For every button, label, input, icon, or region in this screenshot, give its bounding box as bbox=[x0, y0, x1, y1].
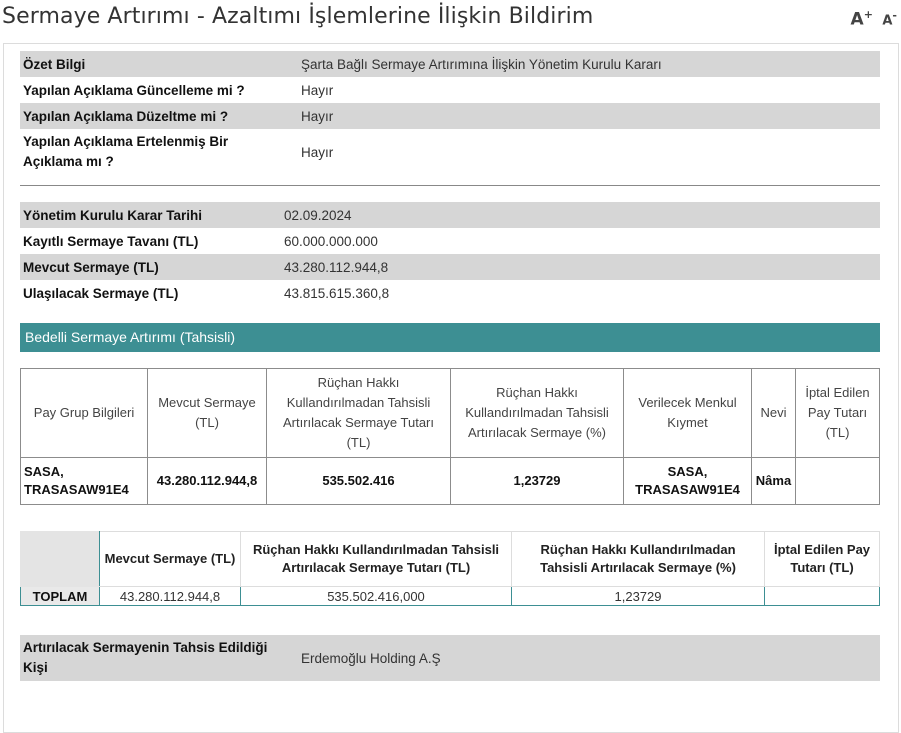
column-header: Mevcut Sermaye (TL) bbox=[148, 369, 267, 458]
detail-row bbox=[20, 280, 880, 306]
font-size-controls bbox=[851, 8, 897, 30]
allocation-value: Erdemoğlu Holding A.Ş bbox=[295, 635, 880, 681]
table-cell: 1,23729 bbox=[451, 458, 624, 505]
column-header: Rüçhan Hakkı Kullandırılmadan Tahsisli Artırılacak Sermaye (%) bbox=[512, 532, 765, 587]
detail-label: Kayıtlı Sermaye Tavanı (TL) bbox=[23, 233, 199, 249]
share-group-table bbox=[20, 368, 880, 505]
summary-value: Hayır bbox=[301, 82, 334, 98]
detail-label: Yönetim Kurulu Karar Tarihi bbox=[20, 202, 278, 228]
summary-label: Yapılan Açıklama Ertelenmiş Bir Açıklama mı ? bbox=[23, 134, 229, 169]
summary-row bbox=[20, 103, 880, 129]
increase-font-letter: A bbox=[850, 9, 864, 30]
column-header: İptal Edilen Pay Tutarı (TL) bbox=[765, 532, 880, 587]
table-cell bbox=[765, 587, 880, 606]
increase-font-sup: + bbox=[863, 8, 873, 21]
allocation-table bbox=[20, 635, 880, 681]
table-cell: 1,23729 bbox=[512, 587, 765, 606]
detail-label: Mevcut Sermaye (TL) bbox=[20, 254, 278, 280]
summary-row bbox=[20, 77, 880, 103]
details-table bbox=[20, 202, 880, 306]
table-cell: SASA, TRASASAW91E4 bbox=[21, 458, 148, 505]
column-header bbox=[21, 532, 100, 587]
detail-label: Ulaşılacak Sermaye (TL) bbox=[23, 285, 179, 301]
summary-value: Hayır bbox=[295, 103, 880, 129]
decrease-font-sup: - bbox=[892, 9, 897, 23]
table-cell: 43.280.112.944,8 bbox=[100, 587, 241, 606]
table-cell: Nâma bbox=[752, 458, 796, 505]
increase-font-button[interactable] bbox=[851, 8, 873, 30]
table-cell: 535.502.416,000 bbox=[241, 587, 512, 606]
detail-row bbox=[20, 254, 880, 280]
column-header: Mevcut Sermaye (TL) bbox=[100, 532, 241, 587]
summary-label: Yapılan Açıklama Düzeltme mi ? bbox=[20, 103, 295, 129]
allocation-label: Artırılacak Sermayenin Tahsis Edildiği Kişi bbox=[20, 635, 295, 681]
table-cell bbox=[796, 458, 880, 505]
detail-value: 60.000.000.000 bbox=[284, 233, 378, 249]
detail-value: 43.815.615.360,8 bbox=[284, 285, 390, 301]
page-title: Sermaye Artırımı - Azaltımı İşlemlerine İlişkin Bildirim bbox=[2, 4, 594, 29]
column-header: Nevi bbox=[752, 369, 796, 458]
column-header: Rüçhan Hakkı Kullandırılmadan Tahsisli Artırılacak Sermaye (%) bbox=[451, 369, 624, 458]
detail-value: 02.09.2024 bbox=[278, 202, 880, 228]
table-header-row bbox=[21, 532, 880, 587]
totals-table bbox=[20, 531, 880, 606]
summary-label: Yapılan Açıklama Güncelleme mi ? bbox=[23, 82, 245, 98]
table-cell: 535.502.416 bbox=[267, 458, 451, 505]
table-row bbox=[21, 458, 880, 505]
decrease-font-letter: A bbox=[882, 13, 893, 29]
detail-row bbox=[20, 228, 880, 254]
summary-value: Şarta Bağlı Sermaye Artırımına İlişkin Yönetim Kurulu Kararı bbox=[295, 51, 880, 77]
summary-row bbox=[20, 51, 880, 77]
allocation-row bbox=[20, 635, 880, 681]
detail-row bbox=[20, 202, 880, 228]
column-header: Pay Grup Bilgileri bbox=[21, 369, 148, 458]
table-row bbox=[21, 587, 880, 606]
total-label: TOPLAM bbox=[21, 587, 100, 606]
title-bar bbox=[0, 0, 901, 42]
summary-value: Hayır bbox=[301, 144, 334, 160]
column-header: Rüçhan Hakkı Kullandırılmadan Tahsisli Artırılacak Sermaye Tutarı (TL) bbox=[267, 369, 451, 458]
disclosure-content bbox=[20, 51, 880, 681]
table-cell: SASA, TRASASAW91E4 bbox=[624, 458, 752, 505]
summary-table bbox=[20, 51, 880, 175]
summary-label: Özet Bilgi bbox=[20, 51, 295, 77]
table-header-row bbox=[21, 369, 880, 458]
decrease-font-button[interactable] bbox=[882, 9, 897, 28]
column-header: Verilecek Menkul Kıymet bbox=[624, 369, 752, 458]
column-header: Rüçhan Hakkı Kullandırılmadan Tahsisli Artırılacak Sermaye Tutarı (TL) bbox=[241, 532, 512, 587]
divider bbox=[20, 185, 880, 186]
summary-row bbox=[20, 129, 880, 175]
column-header: İptal Edilen Pay Tutarı (TL) bbox=[796, 369, 880, 458]
table-cell: 43.280.112.944,8 bbox=[148, 458, 267, 505]
detail-value: 43.280.112.944,8 bbox=[278, 254, 880, 280]
section-header: Bedelli Sermaye Artırımı (Tahsisli) bbox=[20, 323, 880, 352]
